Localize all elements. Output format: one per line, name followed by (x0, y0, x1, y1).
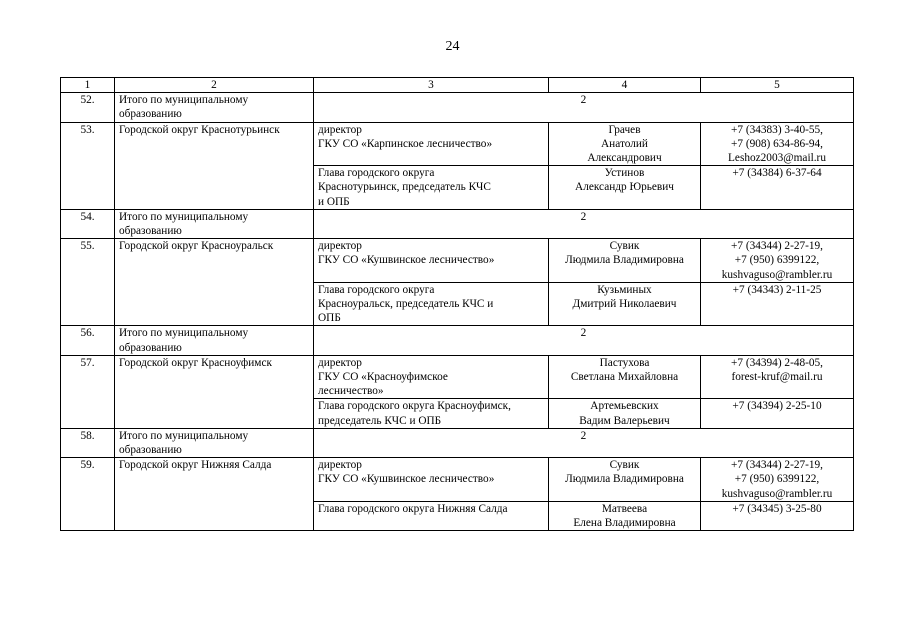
contacts-table (60, 77, 854, 531)
table-row (61, 239, 854, 283)
contact-line: kushvaguso@rambler.ru (721, 487, 833, 500)
contact-line: +7 (34383) 3-40-55, (730, 123, 824, 136)
person-line: Вадим Валерьевич (579, 414, 670, 427)
municipality-name: Городской округ Красноуфимск (115, 355, 314, 428)
position-line: директор (318, 123, 362, 136)
total-row (61, 326, 854, 355)
person-line: Артемьевских (590, 400, 659, 413)
position-cell (314, 166, 549, 210)
contacts-cell (701, 122, 854, 166)
person-cell (549, 166, 701, 210)
contacts-cell (701, 166, 854, 210)
column-number-header: 5 (701, 78, 854, 93)
position-line: директор (318, 356, 362, 369)
person-line: Дмитрий Николаевич (572, 298, 677, 311)
person-line: Александр Юрьевич (575, 181, 674, 194)
contact-line: +7 (950) 6399122, (734, 254, 820, 267)
position-line: ГКУ СО «Карпинское лесничество» (318, 137, 493, 150)
column-number-header: 4 (549, 78, 701, 93)
row-number: 55. (61, 239, 115, 326)
position-line: председатель КЧС и ОПБ (318, 414, 442, 427)
contact-line: +7 (34394) 2-25-10 (732, 400, 822, 413)
position-cell (314, 355, 549, 399)
person-line: Светлана Михайловна (570, 371, 679, 384)
contact-line: +7 (34345) 3-25-80 (732, 502, 822, 515)
position-line: и ОПБ (318, 195, 350, 208)
position-line: ОПБ (318, 312, 341, 325)
person-line: Пастухова (599, 356, 650, 369)
person-line: Людмила Владимировна (565, 473, 684, 486)
person-line: Елена Владимировна (573, 517, 676, 530)
person-line: Сувик (609, 240, 640, 253)
person-line: Сувик (609, 459, 640, 472)
person-cell (549, 501, 701, 530)
total-label: Итого по муниципальному образованию (115, 428, 314, 457)
table-row (61, 122, 854, 166)
column-number-header: 1 (61, 78, 115, 93)
total-value: 2 (314, 93, 854, 122)
person-cell (549, 355, 701, 399)
contact-line: kushvaguso@rambler.ru (721, 268, 833, 281)
contacts-cell (701, 282, 854, 326)
position-cell (314, 399, 549, 428)
position-line: ГКУ СО «Кушвинское лесничество» (318, 473, 495, 486)
position-line: директор (318, 459, 362, 472)
municipality-name: Городской округ Красноуральск (115, 239, 314, 326)
column-number-header: 3 (314, 78, 549, 93)
municipality-name: Городской округ Краснотурьинск (115, 122, 314, 209)
total-label: Итого по муниципальному образованию (115, 93, 314, 122)
contact-line: +7 (34344) 2-27-19, (730, 240, 824, 253)
total-value: 2 (314, 428, 854, 457)
contact-line: +7 (950) 6399122, (734, 473, 820, 486)
position-line: Глава городского округа (318, 283, 435, 296)
table-row (61, 458, 854, 502)
contacts-cell (701, 399, 854, 428)
position-cell (314, 458, 549, 502)
position-cell (314, 239, 549, 283)
position-line: ГКУ СО «Кушвинское лесничество» (318, 254, 495, 267)
contact-line: +7 (34394) 2-48-05, (730, 356, 824, 369)
row-number: 57. (61, 355, 115, 428)
position-cell (314, 501, 549, 530)
person-cell (549, 122, 701, 166)
row-number: 52. (61, 93, 115, 122)
municipality-name: Городской округ Нижняя Салда (115, 458, 314, 531)
contacts-cell (701, 239, 854, 283)
total-row (61, 209, 854, 238)
person-line: Грачев (608, 123, 641, 136)
header-row (61, 78, 854, 93)
contact-line: Leshoz2003@mail.ru (728, 152, 826, 165)
table-body (61, 78, 854, 531)
total-value: 2 (314, 209, 854, 238)
person-line: Людмила Владимировна (565, 254, 684, 267)
position-cell (314, 122, 549, 166)
person-line: Кузьминых (597, 283, 652, 296)
total-label: Итого по муниципальному образованию (115, 326, 314, 355)
person-cell (549, 239, 701, 283)
contact-line: +7 (908) 634-86-94, (730, 137, 824, 150)
total-row (61, 428, 854, 457)
person-line: Александрович (587, 152, 662, 165)
contact-line: forest-kruf@mail.ru (731, 371, 823, 384)
row-number: 59. (61, 458, 115, 531)
total-value: 2 (314, 326, 854, 355)
total-row (61, 93, 854, 122)
person-cell (549, 282, 701, 326)
contact-line: +7 (34343) 2-11-25 (732, 283, 822, 296)
contacts-cell (701, 355, 854, 399)
position-line: ГКУ СО «Красноуфимское (318, 371, 448, 384)
contact-line: +7 (34344) 2-27-19, (730, 459, 824, 472)
table-row (61, 355, 854, 399)
person-line: Анатолий (601, 137, 648, 150)
row-number: 53. (61, 122, 115, 209)
position-line: Глава городского округа (318, 167, 435, 180)
contacts-cell (701, 501, 854, 530)
position-line: Глава городского округа Нижняя Салда (318, 502, 508, 515)
row-number: 56. (61, 326, 115, 355)
row-number: 54. (61, 209, 115, 238)
position-cell (314, 282, 549, 326)
row-number: 58. (61, 428, 115, 457)
position-line: директор (318, 240, 362, 253)
contacts-cell (701, 458, 854, 502)
position-line: лесничество» (318, 385, 384, 398)
total-label: Итого по муниципальному образованию (115, 209, 314, 238)
position-line: Красноуральск, председатель КЧС и (318, 298, 494, 311)
person-line: Устинов (604, 167, 645, 180)
position-line: Глава городского округа Красноуфимск, (318, 400, 511, 413)
page-number: 24 (445, 39, 460, 54)
person-cell (549, 458, 701, 502)
position-line: Краснотурьинск, председатель КЧС (318, 181, 491, 194)
contact-line: +7 (34384) 6-37-64 (732, 167, 822, 180)
person-cell (549, 399, 701, 428)
person-line: Матвеева (601, 502, 648, 515)
column-number-header: 2 (115, 78, 314, 93)
